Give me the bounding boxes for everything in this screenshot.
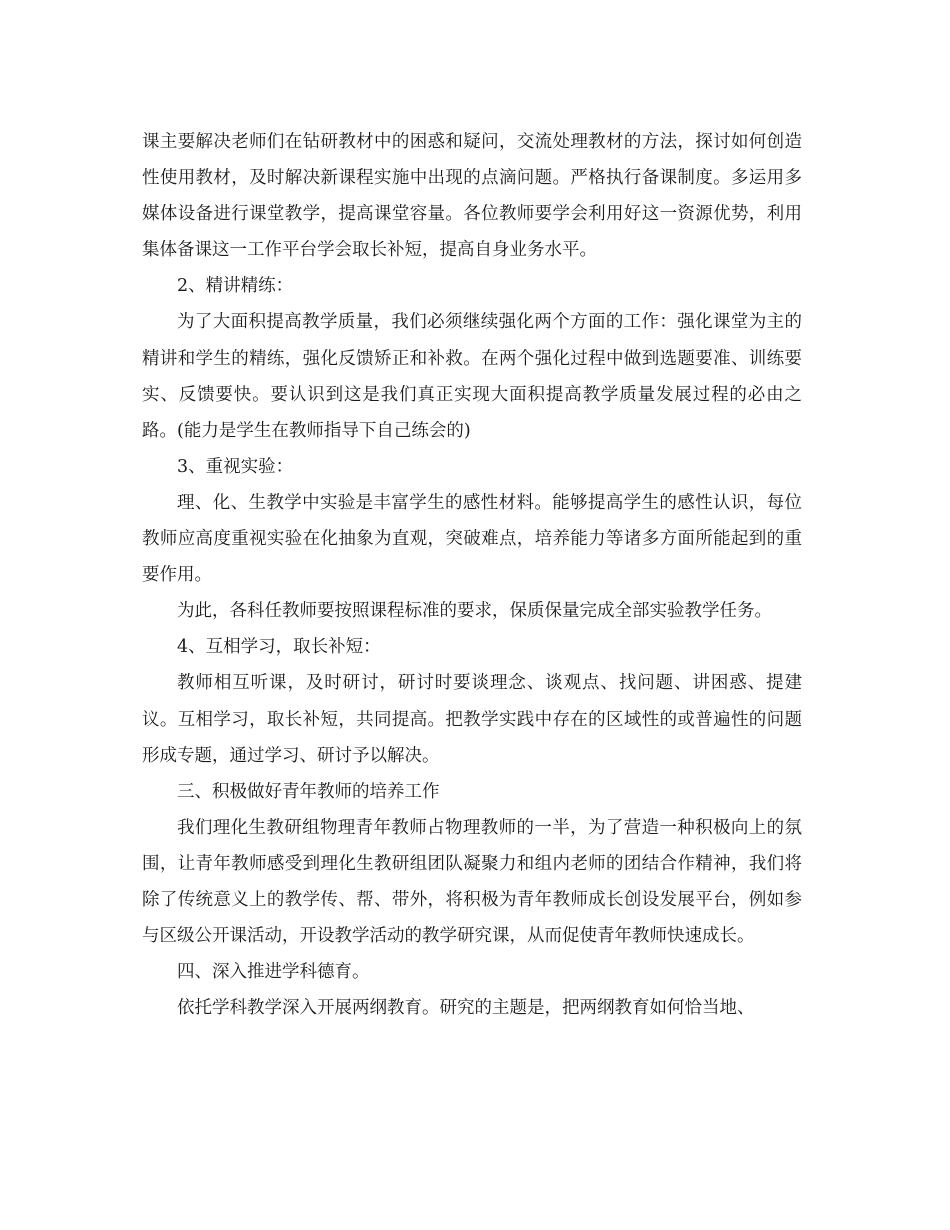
heading-jingjiang-jinglian: 2、精讲精练： <box>177 276 294 297</box>
paragraph-12: 依托学科教学深入开展两纲教育。研究的主题是，把两纲教育如何恰当地、 <box>177 998 755 1019</box>
paragraph-5: 理、化、生教学中实验是丰富学生的感性材料。能够提高学生的感性认识，每位教师应高度重视实验在化抽象为直观，突破难点，培养能力等诸多方面所能起到的重要作用。 <box>142 492 802 586</box>
heading-huxiang-xuexi: 4、互相学习，取长补短： <box>177 637 381 658</box>
paragraph-8: 教师相互听课，及时研讨，研讨时要谈理念、谈观点、找问题、讲困惑、提建议。互相学习，取长补短，共同提高。把教学实践中存在的区域性的或普遍性的问题形成专题，通过学习、研讨予以解决。 <box>142 673 802 766</box>
paragraph-1: 课主要解决老师们在钻研教材中的困惑和疑问，交流处理教材的方法，探讨如何创造性使用教材，及时解决新课程实施中出现的点滴问题。严格执行备课制度。多运用多媒体设备进行课堂教学，提高课堂容量。各位教师要学会利用好这一资源优势，利用集体备课这一工作平台学会取长补短，提高自身业务水平。 <box>142 132 802 261</box>
paragraph-10: 我们理化生教研组物理青年教师占物理教师的一半，为了营造一种积极向上的氛围，让青年教师感受到理化生教研组团队凝聚力和组内老师的团结合作精神，我们将除了传统意义上的教学传、帮、带外，将积极为青年教师成长创设发展平台，例如参与区级公开课活动，开设教学活动的教学研究课，从而促使青年教师快速成长。 <box>142 817 802 947</box>
heading-qingnian-jiaoshi: 三、积极做好青年教师的培养工作 <box>177 781 440 802</box>
paragraph-3: 为了大面积提高教学质量，我们必须继续强化两个方面的工作：强化课堂为主的精讲和学生的精练，强化反馈矫正和补救。在两个强化过程中做到选题要准、训练要实、反馈要快。要认识到这是我们真正实现大面积提高教学质量发展过程的必由之路。(能力是学生在教师指导下自己练会的) <box>142 312 802 441</box>
heading-zhongshi-shiyan: 3、重视实验： <box>177 456 294 477</box>
heading-xueke-deyu: 四、深入推进学科德育。 <box>177 962 370 983</box>
document-body <box>142 124 802 1026</box>
paragraph-6: 为此，各科任教师要按照课程标准的要求，保质保量完成全部实验教学任务。 <box>177 601 772 622</box>
